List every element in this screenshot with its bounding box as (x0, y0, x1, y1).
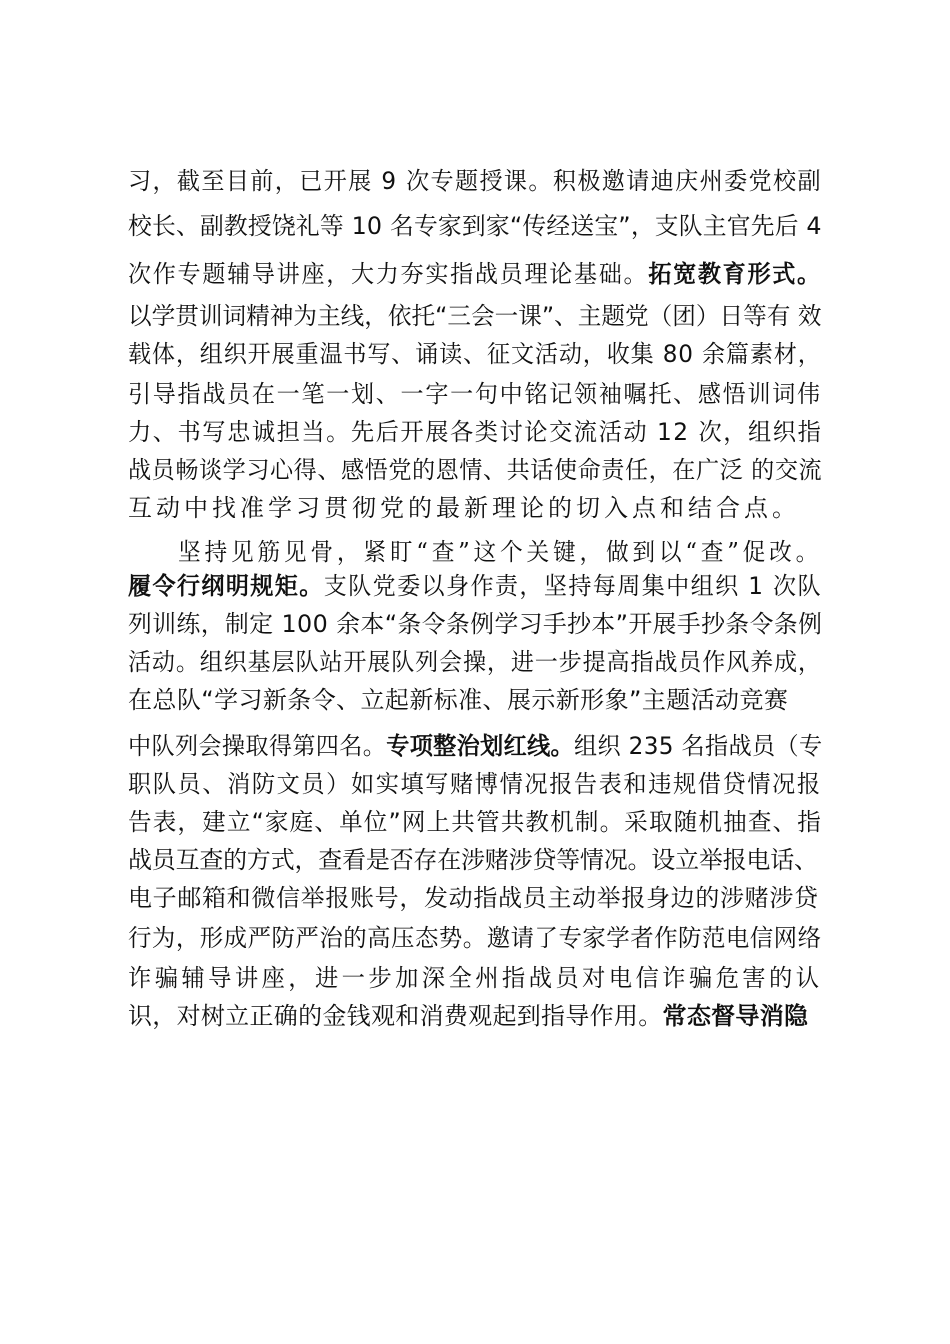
text-line (128, 454, 822, 486)
text-run: 以学贯训词精神为主线，依托“三会一课”、主题党（团）日等有 效 (128, 302, 822, 330)
text-run: 告表，建立“家庭、单位”网上共管共教机制。采取随机抽查、指 (128, 808, 823, 836)
text-line (128, 608, 822, 640)
text-run: 诈骗辅导讲座，进一步加深全州指战员对电信诈骗危害的认 (128, 964, 823, 992)
text-run: 校长、副教授饶礼等 10 名专家到家“传经送宝”，支队主官先后 4 (128, 212, 822, 240)
text-line (178, 536, 822, 568)
text-line (128, 258, 822, 290)
text-run: 职队员、消防文员）如实填写赌博情况报告表和违规借贷情况报 (128, 770, 822, 798)
text-line (128, 570, 822, 602)
text-run: 活动。组织基层队站开展队列会操，进一步提高指战员作风养成， (128, 648, 822, 676)
bold-heading-text: 拓宽教育形式。 (648, 260, 822, 288)
text-run: 引导指战员在一笔一划、一字一句中铭记领袖嘱托、感悟训词伟 (128, 380, 822, 408)
text-line (128, 646, 822, 678)
text-run: 习，截至目前，已开展 9 次专题授课。积极邀请迪庆州委党校副 (128, 167, 822, 195)
text-run: 列训练，制定 100 余本“条令条例学习手抄本”开展手抄条令条例 (128, 610, 823, 638)
text-line (128, 210, 822, 242)
text-run: 战员畅谈学习心得、感悟党的恩情、共话使命责任，在广泛 的交流 (128, 456, 823, 484)
text-run: 组织 235 名指战员（专 (574, 732, 823, 760)
text-run: 互动中找准学习贯彻党的最新理论的切入点和结合点。 (128, 494, 800, 522)
text-run: 电子邮箱和微信举报账号，发动指战员主动举报身边的涉赌涉贷 (128, 884, 819, 912)
text-line (128, 844, 818, 876)
text-run: 支队党委以身作责，坚持每周集中组织 1 次队 (323, 572, 822, 600)
text-line (128, 300, 822, 332)
text-line (128, 768, 822, 800)
text-line (128, 684, 788, 716)
bold-heading-text: 专项整治划红线。 (386, 732, 575, 760)
text-run: 次作专题辅导讲座，大力夯实指战员理论基础。 (128, 260, 649, 288)
bold-heading-text: 常态督导消隐 (662, 1002, 809, 1030)
text-run: 力、书写忠诚担当。先后开展各类讨论交流活动 12 次，组织指 (128, 418, 823, 446)
text-line (128, 492, 800, 524)
text-line (128, 1000, 808, 1032)
text-line (128, 962, 822, 994)
text-run: 中队列会操取得第四名。 (128, 732, 387, 760)
text-line (128, 882, 819, 914)
text-run: 战员互查的方式，查看是否存在涉赌涉贷等情况。设立举报电话、 (128, 846, 818, 874)
text-line (128, 165, 822, 197)
text-line (128, 730, 822, 762)
text-run: 坚持见筋见骨，紧盯“查”这个关键，做到以“查”促改。 (178, 538, 823, 566)
text-line (128, 338, 822, 370)
bold-heading-text: 履令行纲明规矩。 (128, 572, 324, 600)
text-line (128, 806, 822, 838)
text-run: 载体，组织开展重温书写、诵读、征文活动，收集 80 余篇素材， (128, 340, 822, 368)
text-run: 识，对树立正确的金钱观和消费观起到指导作用。 (128, 1002, 663, 1030)
text-line (128, 378, 822, 410)
text-line (128, 416, 822, 448)
text-run: 在总队“学习新条令、立起新标准、展示新形象”主题活动竞赛 (128, 686, 789, 714)
text-run: 行为，形成严防严治的高压态势。邀请了专家学者作防范电信网络 (128, 924, 822, 952)
text-line (128, 922, 822, 954)
